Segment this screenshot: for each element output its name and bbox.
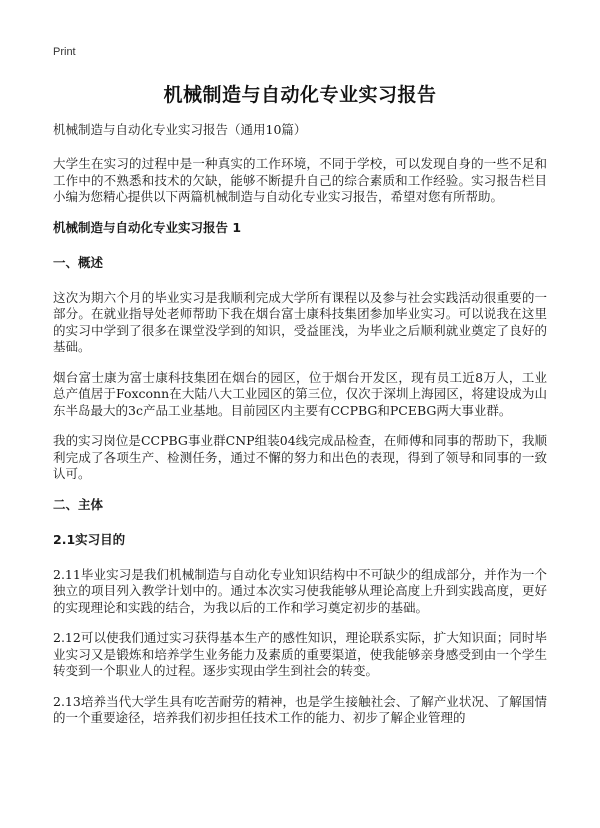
purpose-paragraph-2: 2.12可以使我们通过实习获得基本生产的感性知识，理论联系实际，扩大知识面；同时毕业实习又是锻炼和培养学生业务能力及素质的重要渠道，使我能够亲身感受到由一个学生转变到一个职业人的过程。逐步实现由学生到社会的转变。	[53, 630, 547, 678]
page-title: 机械制造与自动化专业实习报告	[163, 84, 437, 106]
purpose-paragraph-3: 2.13培养当代大学生具有吃苦耐劳的精神，也是学生接触社会、了解产业状况、了解国情的一个重要途径，培养我们初步担任技术工作的能力、初步了解企业管理的	[53, 693, 547, 725]
overview-paragraph-1: 这次为期六个月的毕业实习是我顺利完成大学所有课程以及参与社会实践活动很重要的一部分。在就业指导处老师帮助下我在烟台富士康科技集团参加毕业实习。可以说我在这里的实习中学到了很多在课堂没学到的知识，受益匪浅，为毕业之后顺利就业奠定了良好的基础。	[53, 289, 547, 354]
section-heading-purpose: 2.1实习目的	[53, 531, 126, 547]
print-label: Print	[53, 46, 76, 58]
intro-paragraph: 大学生在实习的过程中是一种真实的工作环境，不同于学校，可以发现自身的一些不足和工作中的不熟悉和技术的欠缺，能够不断提升自己的综合素质和工作经验。实习报告栏目小编为您精心提供以下两篇机械制造与自动化专业实习报告，希望对您有所帮助。	[53, 156, 547, 204]
section-heading-main: 二、主体	[53, 496, 104, 512]
report-heading: 机械制造与自动化专业实习报告 1	[53, 219, 242, 235]
document-subtitle: 机械制造与自动化专业实习报告（通用10篇）	[53, 122, 307, 137]
document-body	[53, 122, 547, 741]
overview-paragraph-2: 烟台富士康为富士康科技集团在烟台的园区，位于烟台开发区，现有员工近8万人，工业总产值居于Foxconn在大陆八大工业园区的第三位，仅次于深圳上海园区，将建设成为山东半岛最大的3c产品工业基地。目前园区内主要有CCPBG和PCEBG两大事业群。	[53, 369, 547, 418]
overview-paragraph-3: 我的实习岗位是CCPBG事业群CNP组装04线完成品检查，在师傅和同事的帮助下，我顺利完成了各项生产、检测任务，通过不懈的努力和出色的表现，得到了领导和同事的一致认可。	[53, 433, 547, 481]
section-heading-overview: 一、概述	[53, 254, 104, 270]
purpose-paragraph-1: 2.11毕业实习是我们机械制造与自动化专业知识结构中不可缺少的组成部分，并作为一个独立的项目列入教学计划中的。通过本次实习使我能够从理论高度上升到实践高度，更好的实现理论和实践的结合，为我以后的工作和学习奠定初步的基础。	[53, 566, 547, 615]
